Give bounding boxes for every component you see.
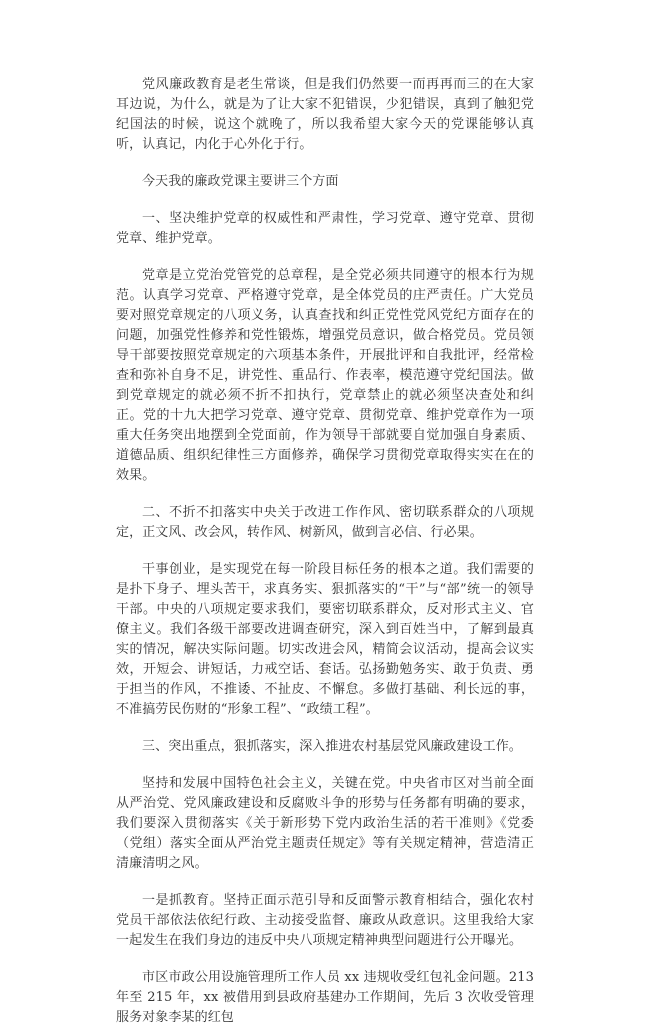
section-heading-two: 二、不折不扣落实中央关于改进工作作风、密切联系群众的八项规定，正文风、改会风，转作风、树新风，做到言必信、行必果。 (116, 505, 534, 540)
section-heading-one: 一、坚决维护党章的权威性和严肃性，学习党章、遵守党章、贯彻党章、维护党章。 (116, 211, 534, 246)
paragraph-outline: 今天我的廉政党课主要讲三个方面 (142, 174, 339, 189)
paragraph-socialism: 坚持和发展中国特色社会主义，关键在党。中央省市区对当前全面从严治党、党风廉政建设和反腐败斗争的形势与任务都有明确的要求，我们要深入贯彻落实《关于新形势下党内政治生活的若干准则》《党委（党组）落实全面从严治党主题责任规定》等有关规定精神，营造清正清廉清明之风。 (116, 776, 534, 871)
paragraph-party-constitution: 党章是立党治党管党的总章程，是全党必须共同遵守的根本行为规范。认真学习党章、严格遵守党章，是全体党员的庄严责任。广大党员要对照党章规定的八项义务，认真查找和纠正党性党风党纪方面存在的问题，加强党性修养和党性锻炼，增强党员意识，做合格党员。党员领导干部要按照党章规定的六项基本条件，开展批评和自我批评，经常检查和弥补自身不足，讲党性、重品行、作表率，模范遵守党纪国法。做到党章规定的就必须不折不扣执行，党章禁止的就必须坚决查处和纠正。党的十九大把学习党章、遵守党章、贯彻党章、维护党章作为一项重大任务突出地摆到全党面前，作为领导干部就要自觉加强自身素质、道德品质、组织纪律性三方面修养，确保学习贯彻党章取得实实在在的效果。 (116, 268, 534, 483)
paragraph-education: 一是抓教育。坚持正面示范引导和反面警示教育相结合，强化农村党员干部依法依纪行政、主动接受监督、廉政从政意识。这里我给大家一起发生在我们身边的违反中央八项规定精神典型问题进行公开曝光。 (116, 893, 534, 948)
paragraph-case-report: 市区市政公用设施管理所工作人员 xx 违规收受红包礼金问题。213 年至 215 年，xx 被借用到县政府基建办工作期间，先后 3 次收受管理服务对象李某的红包 (116, 970, 534, 1025)
section-heading-three: 三、突出重点，狠抓落实，深入推进农村基层党风廉政建设工作。 (142, 739, 522, 754)
document-body (116, 75, 534, 1028)
paragraph-work-style: 干事创业，是实现党在每一阶段目标任务的根本之道。我们需要的是扑下身子、埋头苦干，求真务实、狠抓落实的“干”与“部”统一的领导干部。中央的八项规定要求我们，要密切联系群众，反对形式主义、官僚主义。我们各级干部要改进调查研究，深入到百姓当中，了解到最真实的情况，解决实际问题。切实改进会风，精简会议活动，提高会议实效，开短会、讲短话，力戒空话、套话。弘扬勤勉务实、敢于负责、勇于担当的作风，不推诿、不扯皮、不懈怠。多做打基础、利长远的事，不准搞劳民伤财的“形象工程”、“政绩工程”。 (116, 562, 534, 717)
paragraph-intro: 党风廉政教育是老生常谈，但是我们仍然要一而再再而三的在大家耳边说，为什么，就是为了让大家不犯错误，少犯错误，真到了触犯党纪国法的时候，说这个就晚了，所以我希望大家今天的党课能够认真听，认真记，内化于心外化于行。 (116, 77, 534, 152)
